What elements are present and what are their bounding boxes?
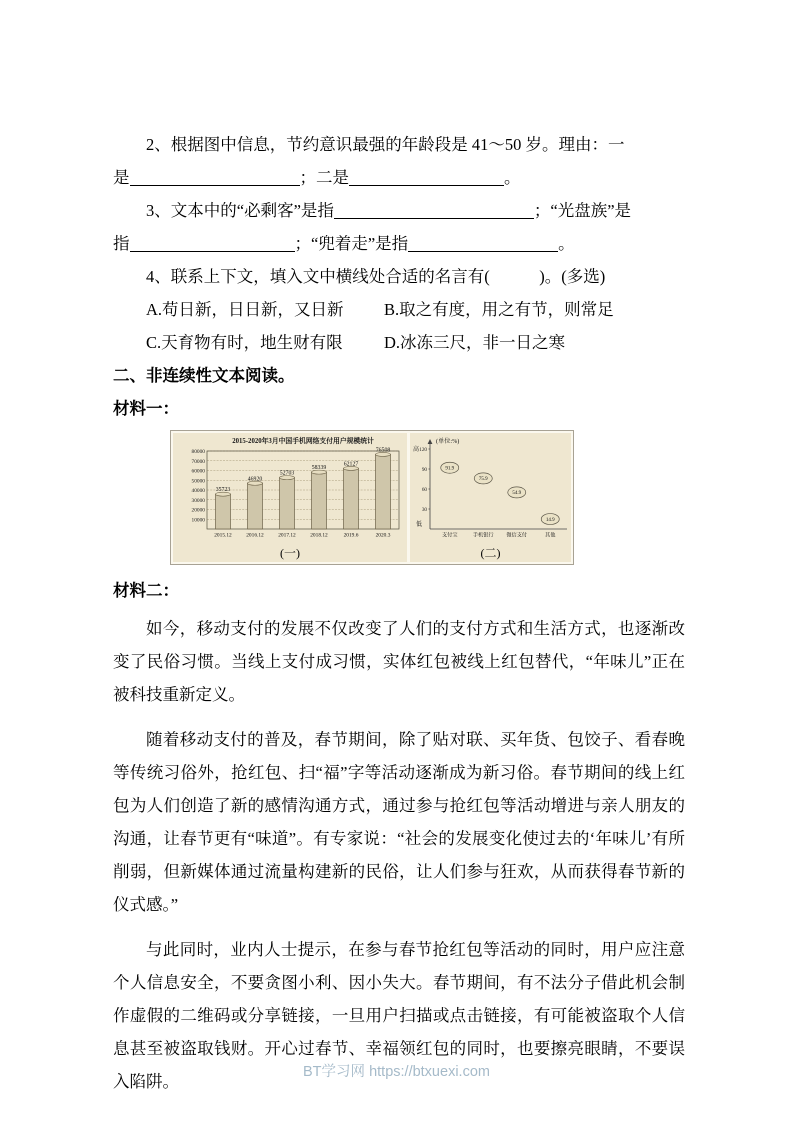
question-3-line1-pre: 3、文本中的“必剩客”是指 [146,201,334,220]
worksheet-content [113,128,685,1098]
material-two-paragraph-2: 随着移动支付的普及，春节期间，除了贴对联、买年货、包饺子、看春晚等传统习俗外，抢红包、扫“福”字等活动逐渐成为新习俗。春节期间的线上红包为人们创造了新的感情沟通方式，通过参与抢红包等活动增进与亲人朋友的沟通，让春节更有“味道”。有专家说：“社会的发展变化使过去的‘年味儿’有所削弱，但新媒体通过流量构建新的民俗，让人们参与狂欢，从而获得春节新的仪式感。” [113,730,685,914]
svg-text:2015-2020年3月中国手机网络支付用户规模统计: 2015-2020年3月中国手机网络支付用户规模统计 [232,438,374,445]
option-b: B.取之有度，用之有节，则常足 [384,300,614,319]
svg-text:手机银行: 手机银行 [472,532,494,539]
answer-blank [130,235,295,252]
svg-text:2015.12: 2015.12 [214,532,232,539]
material-two-paragraph-3: 与此同时，业内人士提示，在参与春节抢红包等活动的同时，用户应注意个人信息安全，不要贪图小利、因小失大。春节期间，有不法分子借此机会制作虚假的二维码或分享链接，一旦用户扫描或点击链接，有可能被盗取个人信息甚至被盗取钱财。开心过春节、幸福领红包的同时，也要擦亮眼睛，不要误入陷阱。 [113,940,685,1091]
svg-text:微信支付: 微信支付 [506,532,528,539]
svg-text:60000: 60000 [191,468,205,475]
question-2-line1: 2、根据图中信息，节约意识最强的年龄段是 41～50 岁。理由：一 [146,135,625,154]
svg-text:20000: 20000 [191,507,205,514]
svg-text:2017.12: 2017.12 [278,532,296,539]
svg-text:52703: 52703 [279,470,295,477]
bubble-chart-svg [410,433,571,545]
site-watermark: BT学习网 https://btxuexi.com [303,1064,490,1080]
svg-text:支付宝: 支付宝 [441,532,458,539]
question-3-line2-pre: 指 [113,234,130,253]
svg-text:80000: 80000 [191,449,205,455]
material-two-paragraph-1: 如今，移动支付的发展不仅改变了人们的支付方式和生活方式，也逐渐改变了民俗习惯。当线上支付成习惯，实体红包被线上红包替代，“年味儿”正在被科技重新定义。 [113,619,685,704]
svg-text:其他: 其他 [545,532,556,539]
svg-text:2018.12: 2018.12 [310,532,328,539]
material-one-figure [170,430,574,565]
svg-text:58339: 58339 [311,465,327,472]
svg-text:62127: 62127 [343,461,359,468]
svg-text:90: 90 [421,467,427,473]
svg-text:40000: 40000 [191,488,205,494]
svg-text:30000: 30000 [191,497,205,504]
option-c: C.天育物有时，地生财有限 [146,333,343,352]
answer-blank [130,169,300,186]
svg-text:46920: 46920 [247,476,263,483]
bubble-chart-caption: (二) [480,546,501,560]
svg-text:2016.12: 2016.12 [246,532,264,539]
bar-chart-svg [173,433,407,545]
svg-text:70000: 70000 [191,458,205,465]
svg-text:76508: 76508 [375,447,391,454]
question-2-line2-pre: 是 [113,168,130,187]
question-2-line2-end: 。 [504,168,521,187]
svg-text:10000: 10000 [191,517,205,524]
answer-blank [334,202,534,219]
material-two-label: 材料二： [113,581,179,600]
svg-text:(单位:%): (单位:%) [436,438,460,445]
option-d: D.冰冻三尺，非一日之寒 [384,333,566,352]
section-two-heading: 二、非连续性文本阅读。 [113,366,295,385]
svg-text:91.9: 91.9 [445,466,455,472]
question-2 [113,128,685,194]
option-a: A.苟日新，日日新，又日新 [146,300,344,319]
payment-users-bar-chart [173,433,407,562]
material-one-label: 材料一： [113,399,179,418]
question-3-line1-end: ；“光盘族”是 [533,201,632,220]
question-4-options-row2 [113,326,685,359]
svg-text:60: 60 [421,487,427,493]
question-4-options-row1 [113,293,685,326]
question-2-line2-mid: ；二是 [299,168,349,187]
question-3-line2-mid: ；“兜着走”是指 [294,234,409,253]
svg-text:高: 高 [413,447,420,453]
svg-text:低: 低 [416,522,423,528]
question-3 [113,194,685,260]
question-3-line2-end: 。 [558,234,575,253]
svg-text:14.9: 14.9 [545,517,555,523]
question-4-stem: 4、联系上下文，填入文中横线处合适的名言有( )。(多选) [146,267,606,286]
svg-text:2019.6: 2019.6 [343,532,359,539]
svg-text:54.9: 54.9 [512,491,522,497]
svg-text:35723: 35723 [215,487,231,494]
payment-methods-bubble-chart [410,433,571,562]
svg-text:30: 30 [421,507,427,513]
answer-blank [408,235,558,252]
svg-text:120: 120 [419,447,427,453]
svg-text:2020.3: 2020.3 [375,532,391,539]
svg-text:50000: 50000 [191,478,205,485]
answer-blank [349,169,504,186]
bar-chart-caption: (一) [280,546,300,560]
svg-text:75.9: 75.9 [478,477,488,483]
